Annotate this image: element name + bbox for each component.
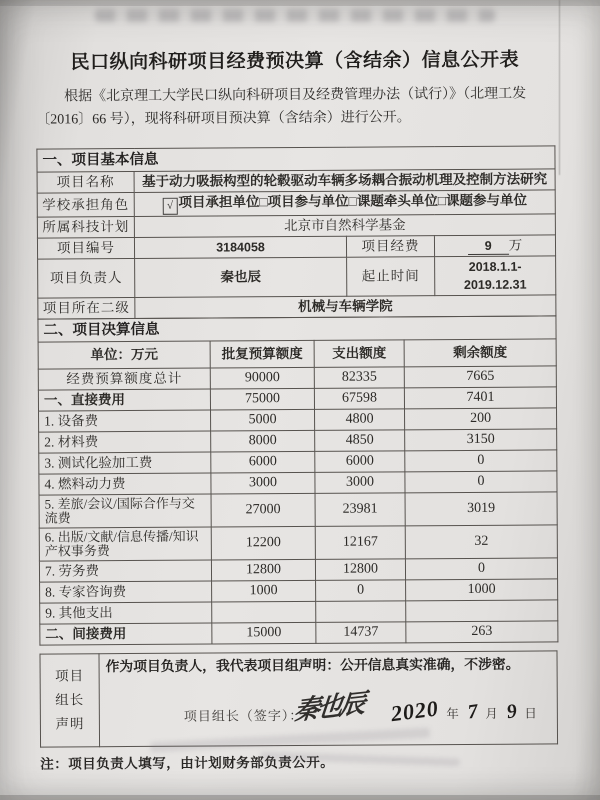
- remaining-amount: 200: [405, 408, 557, 430]
- dept-label: 项目所在二级: [38, 298, 135, 320]
- declaration-label-line: 组长: [55, 692, 85, 708]
- remaining-amount: 7401: [404, 387, 556, 409]
- remaining-amount: 0: [405, 450, 557, 472]
- remaining-amount: 1000: [406, 579, 558, 601]
- leader-label: 项目负责人: [38, 259, 135, 299]
- checked-checkbox-icon: √: [162, 198, 177, 215]
- budget-row-travel: [39, 492, 557, 528]
- declaration-label: [40, 654, 100, 747]
- budget-table: [37, 316, 558, 646]
- spent-amount: 4800: [315, 409, 405, 431]
- day-value: 9: [505, 700, 519, 724]
- section-2-title: 二、项目决算信息: [38, 316, 556, 342]
- approved-amount: 15000: [212, 623, 316, 645]
- declaration-statement: 作为项目负责人，我代表项目组声明：公开信息真实准确，不涉密。: [105, 656, 520, 675]
- row-label: 9. 其他支出: [40, 602, 212, 624]
- month-unit: 月: [485, 707, 498, 722]
- year-value: 2020: [389, 695, 441, 727]
- funding-value: [434, 235, 555, 257]
- paper-crease: [559, 0, 560, 175]
- declaration-label-line: 项目: [55, 668, 85, 684]
- page-title: 民口纵向科研项目经费预决算（含结余）信息公开表: [70, 49, 520, 74]
- spent-amount: 4850: [315, 430, 405, 452]
- funding-amount: 9: [468, 239, 509, 255]
- funding-unit: 万: [508, 237, 523, 254]
- school-role-row: [37, 190, 555, 217]
- col-header-spent: 支出额度: [314, 340, 404, 368]
- row-label: 4. 燃料动力费: [39, 473, 211, 495]
- spent-amount: 82335: [314, 367, 404, 389]
- row-label: 8. 专家咨询费: [40, 581, 212, 603]
- form-page: [36, 44, 558, 772]
- period-value: 2018.1.1-2019.12.31: [435, 256, 556, 296]
- approved-amount: 5000: [211, 410, 315, 432]
- spent-amount: 12800: [315, 559, 405, 581]
- approved-amount: 3000: [211, 473, 315, 495]
- year-unit: 年: [446, 707, 459, 722]
- project-name-value: 基于动力吸振构型的轮毂驱动车辆多场耦合振动机理及控制方法研究: [134, 169, 555, 193]
- handwritten-date: [389, 695, 543, 727]
- row-label: 2. 材料费: [39, 431, 211, 453]
- footnote: 注：项目负责人填写，由计划财务部负责公开。: [40, 755, 335, 772]
- remaining-amount: 0: [405, 558, 557, 580]
- spent-amount: 14737: [316, 622, 406, 644]
- unit-header: 单位：万元: [38, 341, 210, 369]
- leader-row: [38, 256, 556, 298]
- remaining-amount: 263: [406, 621, 558, 643]
- budget-row-publication: [39, 525, 557, 561]
- approved-amount: 90000: [210, 368, 314, 390]
- row-label: 7. 劳务费: [39, 560, 211, 582]
- project-no-label: 项目编号: [37, 238, 134, 260]
- spent-amount: 6000: [315, 451, 405, 473]
- declaration-label-line: 声明: [55, 716, 85, 732]
- col-header-approved: 批复预算额度: [210, 341, 314, 369]
- month-value: 7: [466, 700, 480, 724]
- intro-paragraph: 根据《北京理工大学民口纵向科研项目及经费管理办法（试行）》（北理工发〔2016〕66 号），现将科研项目预决算（含结余）进行公开。: [36, 86, 527, 128]
- photo-bottom-edge: [0, 795, 600, 800]
- handwritten-signature: 秦也辰: [292, 689, 365, 727]
- approved-amount: 6000: [211, 452, 315, 474]
- spent-amount: 67598: [314, 388, 404, 410]
- period-label: 起止时间: [347, 257, 435, 297]
- leader-value: 秦也辰: [135, 258, 347, 298]
- spent-amount: 3000: [315, 472, 405, 494]
- section-header-row: [38, 316, 556, 342]
- project-name-label: 项目名称: [37, 172, 134, 194]
- remaining-amount: 3019: [405, 492, 557, 526]
- approved-amount: 27000: [211, 494, 315, 528]
- spent-amount: [316, 601, 406, 623]
- school-role-label: 学校承担角色: [37, 193, 134, 218]
- approved-amount: 12200: [211, 527, 315, 561]
- row-label: 6. 出版/文献/信息传播/知识产权事务费: [39, 527, 211, 561]
- approved-amount: [212, 602, 316, 624]
- row-label: 1. 设备费: [39, 410, 211, 432]
- remaining-amount: [406, 600, 558, 622]
- budget-row-indirect: [40, 621, 558, 645]
- col-header-remaining: 剩余额度: [404, 339, 556, 367]
- section-1-title: 一、项目基本信息: [37, 146, 555, 172]
- remaining-amount: 0: [405, 471, 557, 493]
- signature-row: [106, 689, 551, 733]
- funding-label: 项目经费: [346, 236, 434, 258]
- approved-amount: 75000: [210, 389, 314, 411]
- remaining-amount: 7665: [404, 366, 556, 388]
- budget-header-row: [38, 339, 556, 369]
- row-label: 经费预算额度总计: [38, 368, 210, 390]
- photo-top-edge: [0, 0, 600, 6]
- dept-value: 机械与车辆学院: [135, 295, 556, 319]
- sign-label: 项目组长（签字）：: [183, 708, 304, 725]
- spent-amount: 12167: [315, 526, 405, 560]
- remaining-amount: 3150: [405, 429, 557, 451]
- approved-amount: 1000: [212, 581, 316, 603]
- row-label: 一、直接费用: [38, 389, 210, 411]
- row-label: 5. 差旅/会议/国际合作与交流费: [39, 494, 211, 528]
- spent-amount: 23981: [315, 493, 405, 527]
- declaration-table: [39, 651, 558, 748]
- approved-amount: 12800: [211, 560, 315, 582]
- day-unit: 日: [524, 706, 537, 721]
- role-options-text: 项目承担单位□项目参与单位□课题牵头单位□课题参与单位: [178, 192, 528, 211]
- spent-amount: 0: [316, 580, 406, 602]
- section-header-row: [37, 146, 555, 172]
- bleed-through-marks: [95, 9, 495, 22]
- program-value: 北京市自然科学基金: [134, 214, 555, 238]
- program-label: 所属科技计划: [37, 217, 134, 239]
- project-no-value: 3184058: [134, 237, 346, 259]
- row-label: 3. 测试化验加工费: [39, 452, 211, 474]
- row-label: 二、间接费用: [40, 623, 212, 645]
- approved-amount: 8000: [211, 431, 315, 453]
- declaration-row: [40, 651, 558, 747]
- basic-info-table: [36, 146, 556, 320]
- remaining-amount: 32: [405, 525, 557, 559]
- school-role-value: [134, 190, 555, 217]
